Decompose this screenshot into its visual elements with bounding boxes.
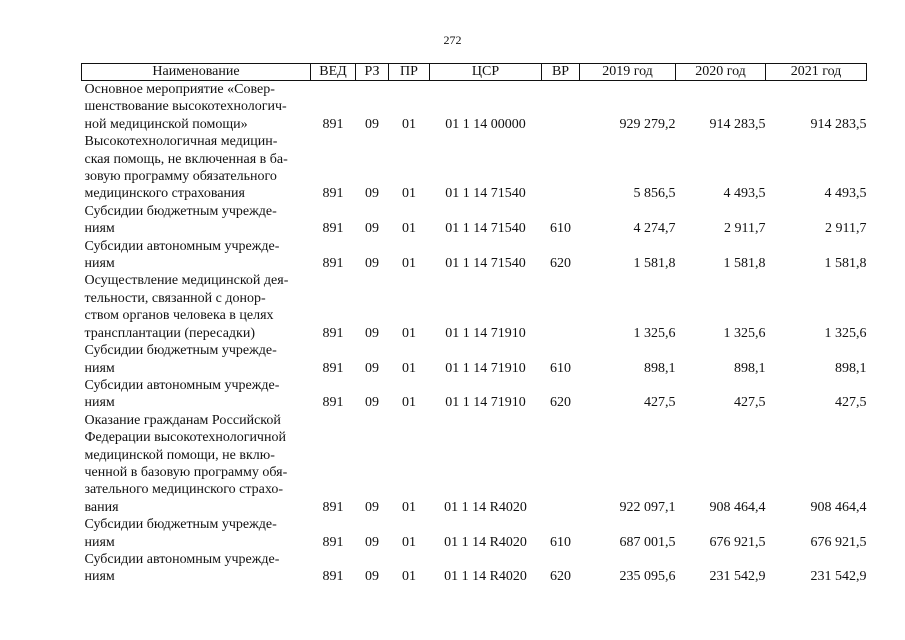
- cell-ved: 891: [322, 116, 344, 132]
- cell-pr: 01: [402, 256, 416, 272]
- cell-2021: 676 921,5: [810, 534, 867, 550]
- cell-ved: 891: [322, 186, 344, 202]
- cell-2019: 235 095,6: [619, 569, 676, 585]
- cell-name: [82, 412, 311, 516]
- cell-2019: 922 097,1: [619, 499, 676, 515]
- cell-rz: 09: [365, 395, 379, 411]
- name-line: вания: [84, 499, 119, 515]
- cell-name: [82, 342, 311, 377]
- cell-2020: 676 921,5: [709, 534, 766, 550]
- cell-csr: 01 1 14 71540: [445, 186, 526, 202]
- cell-name: [82, 203, 311, 238]
- cell-rz: 09: [365, 325, 379, 341]
- cell-vr: 610: [550, 534, 571, 550]
- name-line: Осуществление медицинской дея-: [84, 273, 289, 289]
- header-name: Наименование: [82, 64, 311, 81]
- name-line: трансплантации (пересадки): [84, 325, 255, 341]
- cell-pr: 01: [402, 360, 416, 376]
- cell-ved: 891: [322, 395, 344, 411]
- cell-csr: 01 1 14 R4020: [444, 534, 527, 550]
- cell-csr: 01 1 14 00000: [445, 116, 526, 132]
- cell-2020: 4 493,5: [723, 186, 766, 202]
- table-row: [82, 412, 867, 516]
- name-line: ной медицинской помощи»: [84, 116, 248, 132]
- cell-2021: 2 911,7: [825, 221, 867, 237]
- name-line: Субсидии автономным учрежде-: [84, 377, 280, 393]
- cell-name: [82, 516, 311, 551]
- name-line: Субсидии автономным учрежде-: [84, 238, 280, 254]
- cell-2021: 4 493,5: [824, 186, 867, 202]
- table-header-row: [82, 64, 867, 81]
- cell-csr: 01 1 14 R4020: [444, 569, 527, 585]
- cell-rz: 09: [365, 186, 379, 202]
- cell-2020: 1 581,8: [723, 256, 766, 272]
- budget-table: [81, 63, 867, 586]
- name-line: Субсидии бюджетным учрежде-: [84, 517, 277, 533]
- name-line: ченной в базовую программу обя-: [84, 464, 288, 480]
- cell-2020: 427,5: [734, 395, 766, 411]
- cell-vr: [542, 272, 580, 342]
- name-line: Федерации высокотехнологичной: [84, 430, 286, 446]
- cell-2021: 1 325,6: [824, 325, 867, 341]
- name-line: медицинского страхования: [84, 186, 245, 202]
- cell-csr: 01 1 14 71910: [445, 325, 526, 341]
- cell-vr: 620: [550, 256, 571, 272]
- cell-2020: 898,1: [734, 360, 766, 376]
- cell-2019: 898,1: [644, 360, 676, 376]
- cell-csr: 01 1 14 71910: [445, 395, 526, 411]
- cell-csr: 01 1 14 R4020: [444, 499, 527, 515]
- cell-pr: 01: [402, 534, 416, 550]
- cell-2019: 4 274,7: [633, 221, 676, 237]
- table-row: [82, 377, 867, 412]
- header-csr: ЦСР: [430, 64, 542, 81]
- name-line: Высокотехнологичная медицин-: [84, 134, 278, 150]
- cell-name: [82, 377, 311, 412]
- name-line: Субсидии бюджетным учрежде-: [84, 343, 277, 359]
- name-line: шенствование высокотехнологич-: [84, 99, 287, 115]
- cell-pr: 01: [402, 325, 416, 341]
- cell-ved: 891: [322, 221, 344, 237]
- table-row: [82, 238, 867, 273]
- cell-rz: 09: [365, 116, 379, 132]
- cell-2021: 898,1: [835, 360, 867, 376]
- name-line: ниям: [84, 256, 115, 272]
- cell-ved: 891: [322, 569, 344, 585]
- cell-2021: 914 283,5: [810, 116, 867, 132]
- cell-2019: 427,5: [644, 395, 676, 411]
- header-rz: РЗ: [356, 64, 389, 81]
- cell-rz: 09: [365, 534, 379, 550]
- cell-2019: 1 325,6: [633, 325, 676, 341]
- cell-rz: 09: [365, 569, 379, 585]
- cell-pr: 01: [402, 116, 416, 132]
- cell-2020: 1 325,6: [723, 325, 766, 341]
- name-line: ниям: [84, 569, 115, 585]
- cell-2020: 231 542,9: [709, 569, 766, 585]
- header-2019: 2019 год: [580, 64, 676, 81]
- cell-ved: 891: [322, 360, 344, 376]
- cell-ved: 891: [322, 534, 344, 550]
- cell-ved: 891: [322, 256, 344, 272]
- cell-name: [82, 81, 311, 134]
- cell-pr: 01: [402, 221, 416, 237]
- cell-pr: 01: [402, 186, 416, 202]
- name-line: ниям: [84, 395, 115, 411]
- table-row: [82, 342, 867, 377]
- cell-vr: 610: [550, 360, 571, 376]
- cell-vr: 620: [550, 395, 571, 411]
- cell-2021: 1 581,8: [824, 256, 867, 272]
- cell-vr: 610: [550, 221, 571, 237]
- table-row: [82, 81, 867, 134]
- name-line: ниям: [84, 360, 115, 376]
- cell-2020: 2 911,7: [724, 221, 766, 237]
- page-number: 272: [443, 33, 462, 47]
- cell-csr: 01 1 14 71540: [445, 256, 526, 272]
- cell-name: [82, 551, 311, 586]
- cell-2019: 929 279,2: [619, 116, 676, 132]
- cell-pr: 01: [402, 499, 416, 515]
- table-row: [82, 516, 867, 551]
- header-2021: 2021 год: [766, 64, 867, 81]
- cell-rz: 09: [365, 256, 379, 272]
- name-line: тельности, связанной с донор-: [84, 290, 266, 306]
- cell-ved: 891: [322, 325, 344, 341]
- name-line: зательного медицинского страхо-: [84, 482, 283, 498]
- name-line: ством органов человека в целях: [84, 308, 274, 324]
- table-row: [82, 551, 867, 586]
- cell-2020: 914 283,5: [709, 116, 766, 132]
- cell-vr: [542, 81, 580, 134]
- name-line: Субсидии бюджетным учрежде-: [84, 203, 277, 219]
- name-line: зовую программу обязательного: [84, 169, 277, 185]
- cell-vr: [542, 133, 580, 203]
- cell-2021: 908 464,4: [810, 499, 867, 515]
- table-row: [82, 203, 867, 238]
- table-row: [82, 133, 867, 203]
- table-body: [82, 81, 867, 586]
- name-line: ниям: [84, 534, 115, 550]
- cell-pr: 01: [402, 395, 416, 411]
- cell-name: [82, 272, 311, 342]
- name-line: ниям: [84, 221, 115, 237]
- cell-rz: 09: [365, 499, 379, 515]
- cell-2020: 908 464,4: [709, 499, 766, 515]
- cell-2021: 231 542,9: [810, 569, 867, 585]
- cell-name: [82, 238, 311, 273]
- header-pr: ПР: [389, 64, 430, 81]
- table-row: [82, 272, 867, 342]
- header-ved: ВЕД: [311, 64, 356, 81]
- name-line: медицинской помощи, не вклю-: [84, 447, 275, 463]
- cell-2019: 5 856,5: [633, 186, 676, 202]
- cell-vr: 620: [550, 569, 571, 585]
- name-line: ская помощь, не включенная в ба-: [84, 151, 288, 167]
- cell-2019: 687 001,5: [619, 534, 676, 550]
- cell-name: [82, 133, 311, 203]
- cell-2021: 427,5: [835, 395, 867, 411]
- cell-pr: 01: [402, 569, 416, 585]
- name-line: Основное мероприятие «Совер-: [84, 82, 275, 97]
- cell-rz: 09: [365, 221, 379, 237]
- header-2020: 2020 год: [676, 64, 766, 81]
- name-line: Субсидии автономным учрежде-: [84, 551, 280, 567]
- cell-csr: 01 1 14 71910: [445, 360, 526, 376]
- cell-csr: 01 1 14 71540: [445, 221, 526, 237]
- cell-vr: [542, 412, 580, 516]
- cell-2019: 1 581,8: [633, 256, 676, 272]
- cell-ved: 891: [322, 499, 344, 515]
- name-line: Оказание гражданам Российской: [84, 412, 281, 428]
- cell-rz: 09: [365, 360, 379, 376]
- header-vr: ВР: [542, 64, 580, 81]
